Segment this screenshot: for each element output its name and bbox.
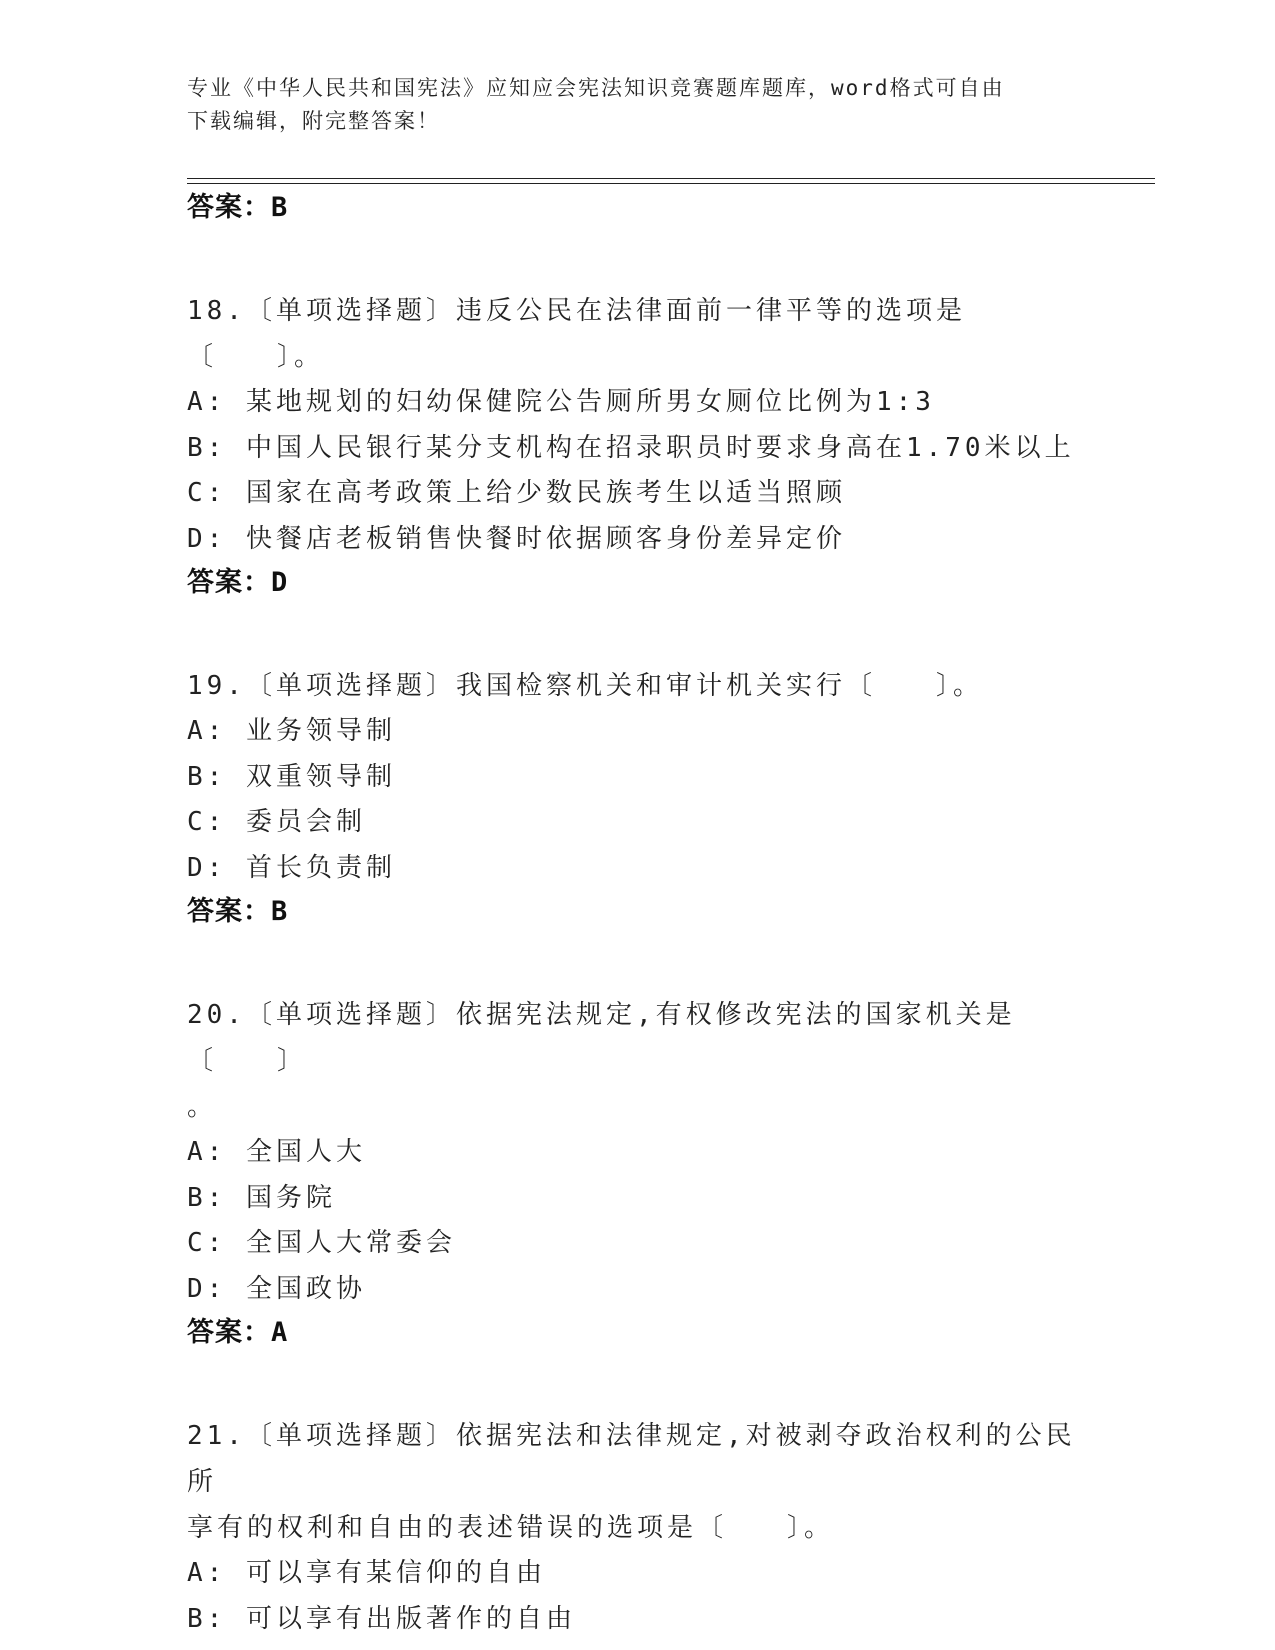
question-stem: 19.〔单项选择题〕我国检察机关和审计机关实行〔 〕。 [187,671,983,701]
question-stem-continuation: 享有的权利和自由的表述错误的选项是〔 〕。 [187,1513,835,1543]
answer-label: 答案： [187,896,271,927]
document-header [187,72,1067,138]
question-answer [187,1315,1087,1351]
document-body [187,190,1087,1642]
answer-label: 答案： [187,192,271,223]
answer-value: B [271,896,289,927]
option-c: C: 国家在高考政策上给少数民族考生以适当照顾 [187,478,846,508]
question-stem: 21.〔单项选择题〕依据宪法和法律规定,对被剥夺政治权利的公民所 [187,1421,1076,1497]
answer-value: B [271,192,289,223]
question-20 [187,992,1087,1351]
option-a: A: 可以享有某信仰的自由 [187,1558,546,1588]
option-b: B: 国务院 [187,1182,336,1213]
question-18 [187,288,1087,601]
option-c: C: 全国人大常委会 [187,1228,456,1258]
option-b: B: 中国人民银行某分支机构在招录职员时要求身高在1.70米以上 [187,432,1075,463]
option-a: A: 业务领导制 [187,716,396,746]
answer-label: 答案： [187,567,271,598]
option-d: D: 首长负责制 [187,852,396,883]
header-line-1: 专业《中华人民共和国宪法》应知应会宪法知识竞赛题库题库，word格式可自由 [187,76,1005,100]
header-rule-top [187,178,1155,179]
question-answer [187,894,1087,930]
question-stem-continuation: 。 [187,1092,218,1122]
option-a: A: 全国人大 [187,1137,366,1167]
option-d: D: 快餐店老板销售快餐时依据顾客身份差异定价 [187,523,846,554]
option-b: B: 可以享有出版著作的自由 [187,1603,576,1634]
question-answer [187,565,1087,601]
answer-label: 答案： [187,1317,271,1348]
header-line-2: 下载编辑，附完整答案！ [187,109,440,133]
question-19 [187,663,1087,930]
question-stem: 20.〔单项选择题〕依据宪法规定,有权修改宪法的国家机关是〔 〕 [187,1000,1016,1076]
question-stem: 18.〔单项选择题〕违反公民在法律面前一律平等的选项是〔 〕。 [187,296,966,372]
option-c: C: 委员会制 [187,807,366,837]
question-21 [187,1413,1087,1642]
option-d: D: 全国政协 [187,1273,366,1304]
answer-value: D [271,567,289,598]
header-rule-bottom [187,183,1155,184]
answer-value: A [271,1317,289,1348]
previous-answer [187,190,1087,226]
option-a: A: 某地规划的妇幼保健院公告厕所男女厕位比例为1:3 [187,387,935,417]
option-b: B: 双重领导制 [187,761,396,792]
